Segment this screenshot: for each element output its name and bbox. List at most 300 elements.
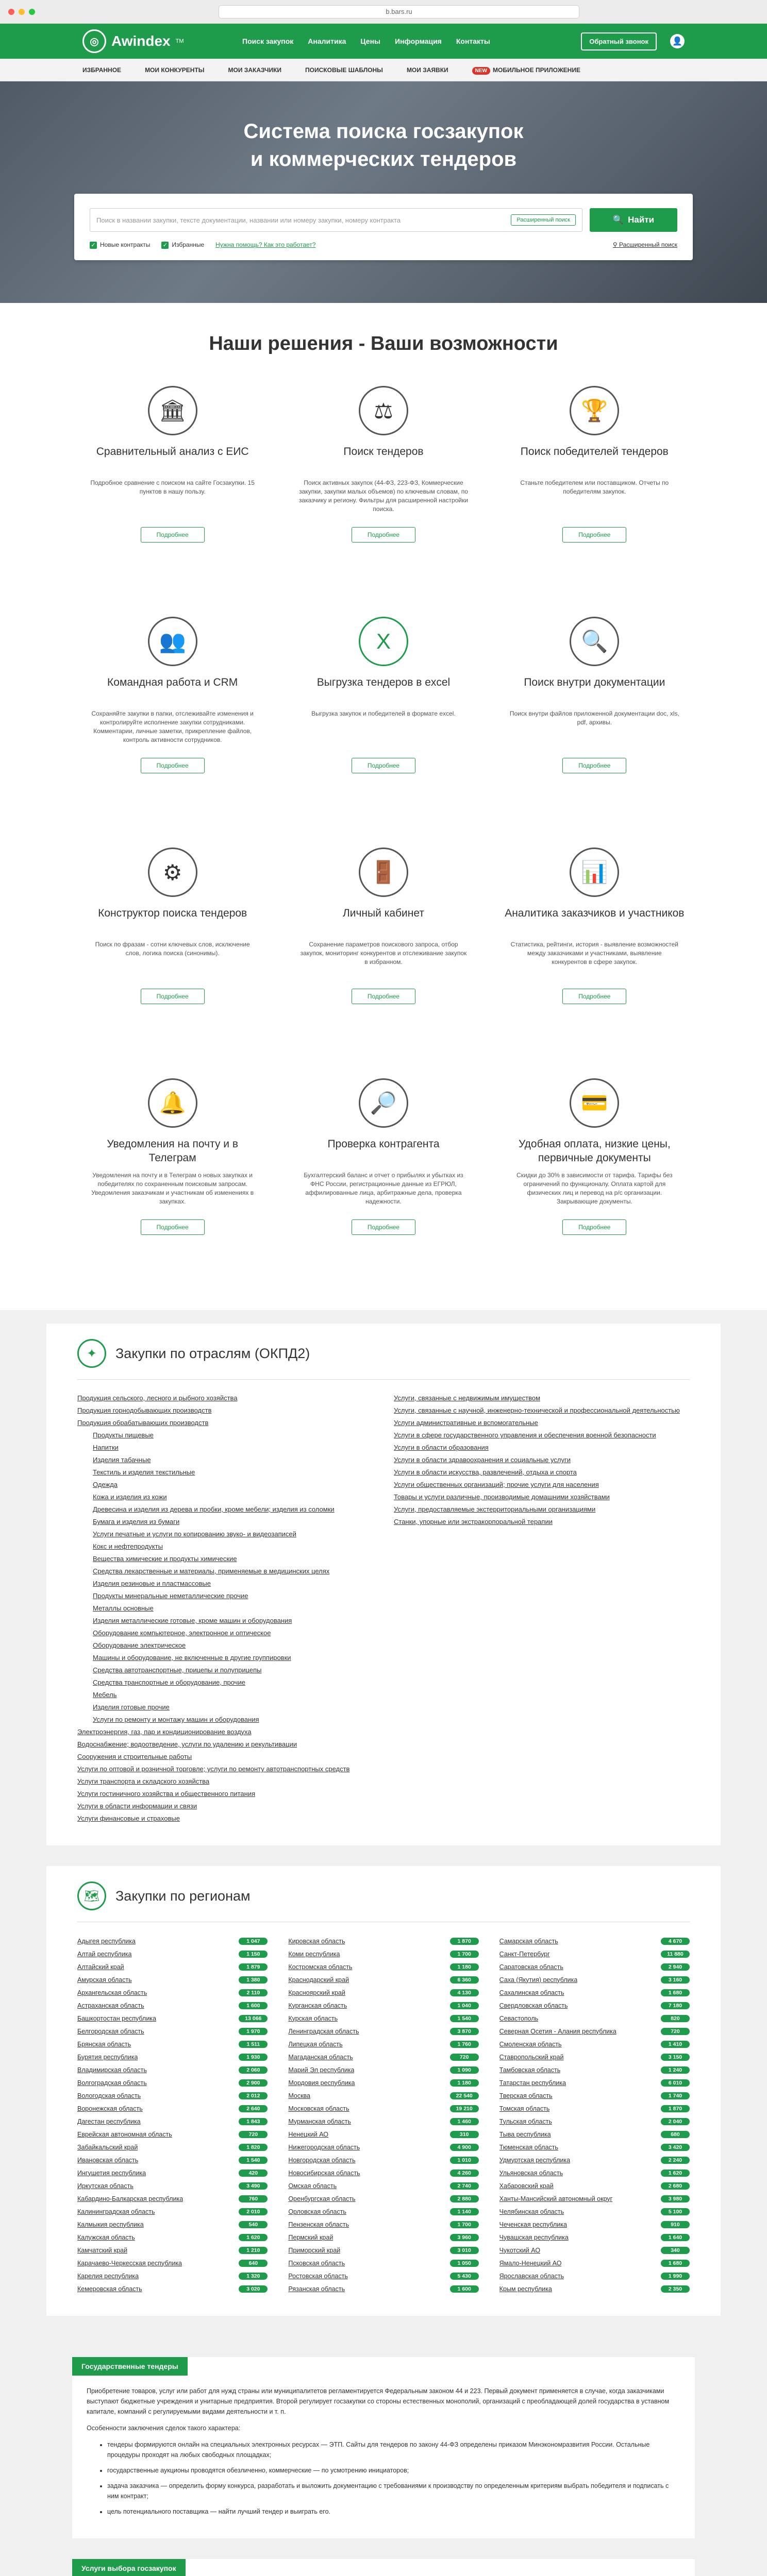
region-row — [499, 2244, 690, 2257]
solution-title: Поиск внутри документации — [524, 676, 665, 688]
region-link[interactable]: Владимирская область — [77, 2066, 147, 2074]
region-row — [499, 2089, 690, 2102]
logo[interactable] — [82, 29, 201, 53]
region-link[interactable]: Курская область — [288, 2014, 338, 2022]
region-row — [288, 2063, 478, 2076]
info-list — [107, 2439, 680, 2517]
region-row — [499, 2231, 690, 2244]
region-link[interactable]: Калмыкия республика — [77, 2221, 144, 2228]
filter-icon: ⚲ — [612, 241, 619, 249]
sub-nav — [0, 59, 767, 81]
region-link[interactable]: Алтай республика — [77, 1950, 132, 1958]
region-count-badge: 1 320 — [239, 2273, 268, 2280]
region-row — [77, 2282, 268, 2295]
solution-card — [505, 386, 685, 587]
region-link[interactable]: Вологодская область — [77, 2092, 141, 2099]
okpd-link[interactable]: Услуги печатные и услуги по копированию звуко- и видеозаписей — [93, 1530, 296, 1538]
region-row — [288, 1973, 478, 1986]
okpd-link[interactable]: Текстиль и изделия текстильные — [93, 1468, 195, 1476]
okpd-link[interactable]: Товары и услуги различные, производимые домашними хозяйствами — [394, 1493, 610, 1501]
region-link[interactable]: Северная Осетия - Алания республика — [499, 2027, 616, 2035]
region-row — [499, 2141, 690, 2154]
region-link[interactable]: Удмуртская республика — [499, 2156, 571, 2164]
region-link[interactable]: Томская область — [499, 2105, 550, 2112]
okpd-link[interactable]: Услуги в области здравоохранения и социальные услуги — [394, 1456, 571, 1464]
region-link[interactable]: Самарская область — [499, 1937, 558, 1945]
region-link[interactable]: Чукотский АО — [499, 2246, 541, 2254]
region-row — [77, 1947, 268, 1960]
region-count-badge: 2 740 — [450, 2182, 479, 2190]
okpd-link[interactable]: Изделия готовые прочие — [93, 1703, 170, 1711]
solution-description: Подробное сравнение с поиском на сайте Госзакупки. 15 пунктов в нашу пользу. — [90, 479, 255, 495]
region-count-badge: 4 130 — [450, 1989, 479, 1996]
okpd-link[interactable]: Услуги по ремонту и монтажу машин и оборудования — [93, 1716, 259, 1723]
subnav-competitors[interactable]: МОИ КОНКУРЕНТЫ — [145, 66, 205, 74]
okpd-link[interactable]: Одежда — [93, 1481, 118, 1488]
nav-search[interactable]: Поиск закупок — [242, 37, 294, 45]
region-count-badge: 2 940 — [661, 1963, 690, 1971]
region-count-badge: 2 010 — [239, 2208, 268, 2215]
region-count-badge: 3 010 — [450, 2247, 479, 2254]
regions-column-2 — [288, 1935, 478, 2295]
more-button[interactable]: Подробнее — [352, 758, 415, 773]
subnav-favorites[interactable]: ИЗБРАННОЕ — [82, 66, 122, 74]
region-row — [77, 2154, 268, 2166]
okpd-link[interactable]: Услуги, связанные с научной, инженерно-технической и профессиональной деятельностью — [394, 1406, 680, 1414]
solution-icon: 🔎 — [359, 1078, 408, 1128]
region-count-badge: 1 150 — [239, 1951, 268, 1958]
region-count-badge: 1 879 — [239, 1963, 268, 1971]
region-link[interactable]: Еврейская автономная область — [77, 2130, 172, 2138]
region-row — [499, 2038, 690, 2050]
info-block-title: Услуги выбора госзакупок — [72, 2559, 186, 2576]
region-row — [77, 1960, 268, 1973]
solution-description: Статистика, рейтинги, история - выявление возможностей между заказчиками и участниками, выявление конкурентов в сфере закупок. — [510, 941, 678, 965]
region-count-badge: 5 100 — [661, 2208, 690, 2215]
address-bar[interactable] — [219, 5, 579, 19]
region-link[interactable]: Рязанская область — [288, 2285, 345, 2293]
search-card — [74, 194, 693, 260]
region-link[interactable]: Дагестан республика — [77, 2117, 141, 2125]
region-row — [499, 2025, 690, 2038]
region-link[interactable]: Кемеровская область — [77, 2285, 142, 2293]
region-link[interactable]: Костромская область — [288, 1963, 353, 1971]
nav-info[interactable]: Информация — [395, 37, 442, 45]
region-row — [77, 1973, 268, 1986]
okpd-link[interactable]: Услуги финансовые и страховые — [77, 1815, 180, 1822]
region-link[interactable]: Псковская область — [288, 2259, 345, 2267]
region-count-badge: 1 010 — [450, 2157, 479, 2164]
region-link[interactable]: Калининградская область — [77, 2208, 155, 2215]
region-link[interactable]: Ростовская область — [288, 2272, 348, 2280]
region-count-badge: 540 — [239, 2221, 268, 2228]
okpd-link[interactable]: Услуги гостиничного хозяйства и общественного питания — [77, 1790, 256, 1798]
opt-favorites[interactable] — [161, 241, 204, 249]
region-link[interactable]: Кировская область — [288, 1937, 345, 1945]
more-button[interactable]: Подробнее — [141, 989, 205, 1004]
region-link[interactable]: Забайкальский край — [77, 2143, 138, 2151]
region-count-badge: 720 — [661, 2028, 690, 2035]
region-row — [499, 2166, 690, 2179]
region-row — [77, 2038, 268, 2050]
region-link[interactable]: Адыгея республика — [77, 1937, 136, 1945]
okpd-link[interactable]: Бумага и изделия из бумаги — [93, 1518, 180, 1526]
region-link[interactable]: Омская область — [288, 2182, 337, 2190]
region-link[interactable]: Марий Эл республика — [288, 2066, 355, 2074]
okpd-link[interactable]: Сооружения и строительные работы — [77, 1753, 192, 1760]
region-link[interactable]: Амурская область — [77, 1976, 132, 1984]
region-link[interactable]: Свердловская область — [499, 2002, 568, 2009]
okpd-link[interactable]: Кокс и нефтепродукты — [93, 1543, 163, 1550]
okpd-link[interactable]: Услуги в сфере государственного управления и обеспечения военной безопасности — [394, 1431, 656, 1439]
okpd-link[interactable]: Услуги транспорта и складского хозяйства — [77, 1777, 210, 1785]
region-link[interactable]: Оренбургская область — [288, 2195, 356, 2202]
region-link[interactable]: Крым республика — [499, 2285, 552, 2293]
okpd-link[interactable]: Изделия металлические готовые, кроме машин и оборудования — [93, 1617, 292, 1624]
maximize-window-icon[interactable] — [29, 9, 35, 15]
main-nav — [242, 34, 490, 48]
solution-description: Поиск внутри файлов приложенной документации doc, xls, pdf, архивы. — [509, 710, 679, 726]
minimize-window-icon[interactable] — [19, 9, 25, 15]
solution-card — [505, 1078, 685, 1279]
region-row — [77, 2089, 268, 2102]
subnav-bids[interactable]: МОИ ЗАЯВКИ — [406, 66, 448, 74]
solution-card — [82, 848, 262, 1048]
nav-analytics[interactable]: Аналитика — [308, 37, 346, 45]
region-link[interactable]: Мордовия республика — [288, 2079, 355, 2087]
region-row — [499, 2179, 690, 2192]
region-count-badge: 3 490 — [239, 2182, 268, 2190]
region-link[interactable]: Алтайский край — [77, 1963, 124, 1971]
okpd-link[interactable]: Напитки — [93, 1444, 119, 1451]
region-row — [288, 2115, 478, 2128]
more-button[interactable]: Подробнее — [562, 1219, 626, 1235]
region-link[interactable]: Ивановская область — [77, 2156, 139, 2164]
region-count-badge: 3 160 — [661, 1976, 690, 1984]
region-count-badge: 1 380 — [239, 1976, 268, 1984]
solution-card — [505, 848, 685, 1048]
region-link[interactable]: Волгоградская область — [77, 2079, 147, 2087]
opt-new-label: Новые контракты — [100, 241, 151, 248]
region-row — [288, 2244, 478, 2257]
solution-title: Поиск тендеров — [343, 446, 424, 457]
info-list-item: • государственные аукционы проводятся обезличенно, коммерческие — по усмотрению инициаторов; — [107, 2465, 680, 2476]
region-link[interactable]: Смоленская область — [499, 2040, 562, 2048]
region-row — [499, 2050, 690, 2063]
region-link[interactable]: Тверская область — [499, 2092, 553, 2099]
region-row — [77, 2012, 268, 2025]
region-link[interactable]: Пензенская область — [288, 2221, 349, 2228]
region-link[interactable]: Калужская область — [77, 2233, 135, 2241]
okpd-link[interactable]: Продукция обрабатывающих производств — [77, 1419, 209, 1427]
solution-icon: 🔔 — [148, 1078, 197, 1128]
search-input[interactable] — [90, 208, 582, 232]
okpd-link[interactable]: Средства транспортные и оборудование, прочие — [93, 1679, 245, 1686]
region-link[interactable]: Татарстан республика — [499, 2079, 566, 2087]
region-link[interactable]: Тюменская область — [499, 2143, 558, 2151]
regions-section — [0, 1866, 767, 2336]
region-link[interactable]: Астраханская область — [77, 2002, 144, 2009]
region-count-badge: 1 460 — [450, 2118, 479, 2125]
region-link[interactable]: Иркутская область — [77, 2182, 134, 2190]
region-link[interactable]: Магаданская область — [288, 2053, 353, 2061]
region-link[interactable]: Карелия республика — [77, 2272, 139, 2280]
okpd-link[interactable]: Услуги, предоставляемые экстерриториальными организациями — [394, 1505, 596, 1513]
region-row — [77, 2050, 268, 2063]
region-row — [288, 2102, 478, 2115]
subnav-templates[interactable]: ПОИСКОВЫЕ ШАБЛОНЫ — [305, 66, 383, 74]
region-link[interactable]: Тамбовская область — [499, 2066, 561, 2074]
region-count-badge: 2 880 — [450, 2195, 479, 2202]
more-button[interactable]: Подробнее — [141, 758, 205, 773]
okpd-link[interactable]: Электроэнергия, газ, пар и кондиционирование воздуха — [77, 1728, 252, 1736]
nav-contacts[interactable]: Контакты — [456, 37, 490, 45]
more-button[interactable]: Подробнее — [562, 527, 626, 543]
okpd-link[interactable]: Продукты пищевые — [93, 1431, 154, 1439]
solution-title: Конструктор поиска тендеров — [98, 907, 247, 919]
region-link[interactable]: Карачаево-Черкесская республика — [77, 2259, 182, 2267]
region-link[interactable]: Курганская область — [288, 2002, 347, 2009]
region-count-badge: 6 010 — [661, 2079, 690, 2087]
okpd-link[interactable]: Кожа и изделия из кожи — [93, 1493, 167, 1501]
region-link[interactable]: Орловская область — [288, 2208, 346, 2215]
region-count-badge: 2 900 — [239, 2079, 268, 2087]
region-count-badge: 1 620 — [661, 2170, 690, 2177]
region-row — [499, 1973, 690, 1986]
region-row — [499, 1986, 690, 1999]
okpd-link[interactable]: Услуги, связанные с недвижимым имуществом — [394, 1394, 541, 1402]
okpd-link[interactable]: Машины и оборудование, не включенные в другие группировки — [93, 1654, 291, 1662]
solution-icon: 🔍 — [570, 617, 619, 666]
region-link[interactable]: Новгородская область — [288, 2156, 356, 2164]
region-link[interactable]: Ненецкий АО — [288, 2130, 329, 2138]
more-button[interactable]: Подробнее — [562, 758, 626, 773]
more-button[interactable]: Подробнее — [352, 527, 415, 543]
region-link[interactable]: Чувашская республика — [499, 2233, 569, 2241]
subnav-mobile-app[interactable] — [472, 66, 580, 74]
okpd-link[interactable]: Услуги по оптовой и розничной торговле; услуги по ремонту автотранспортных средств — [77, 1765, 350, 1773]
logo-text: Awindex — [111, 33, 171, 49]
okpd-link[interactable]: Услуги общественных организаций; прочие услуги для населения — [394, 1481, 599, 1488]
region-link[interactable]: Хабаровский край — [499, 2182, 554, 2190]
region-link[interactable]: Чеченская республика — [499, 2221, 567, 2228]
region-count-badge: 1 210 — [239, 2247, 268, 2254]
okpd-link[interactable]: Вещества химические и продукты химические — [93, 1555, 237, 1563]
okpd-link[interactable]: Продукция сельского, лесного и рыбного хозяйства — [77, 1394, 238, 1402]
region-link[interactable]: Красноярский край — [288, 1989, 345, 1996]
region-link[interactable]: Московская область — [288, 2105, 349, 2112]
more-button[interactable]: Подробнее — [352, 989, 415, 1004]
region-row — [288, 2218, 478, 2231]
region-count-badge: 1 870 — [661, 2105, 690, 2112]
opt-new-contracts[interactable] — [90, 241, 150, 249]
more-button[interactable]: Подробнее — [562, 989, 626, 1004]
hero-title-line1: Система поиска госзакупок — [243, 120, 524, 143]
solution-icon: ⚙ — [148, 848, 197, 897]
emblem-icon: ✦ — [77, 1339, 106, 1368]
region-count-badge: 1 640 — [661, 2234, 690, 2241]
region-count-badge: 1 090 — [450, 2066, 479, 2074]
find-label: Найти — [628, 215, 655, 225]
region-row — [499, 2269, 690, 2282]
nav-prices[interactable]: Цены — [360, 37, 380, 45]
region-link[interactable]: Камчатский край — [77, 2246, 128, 2254]
region-row — [77, 1986, 268, 1999]
region-row — [288, 2050, 478, 2063]
callback-button[interactable]: Обратный звонок — [581, 32, 657, 50]
close-window-icon[interactable] — [8, 9, 14, 15]
region-link[interactable]: Архангельская область — [77, 1989, 147, 1996]
region-row — [288, 2076, 478, 2089]
region-link[interactable]: Санкт-Петербург — [499, 1950, 550, 1958]
more-button[interactable]: Подробнее — [141, 527, 205, 543]
region-count-badge: 1 680 — [661, 1989, 690, 1996]
region-link[interactable]: Белгородская область — [77, 2027, 144, 2035]
region-count-badge: 1 700 — [450, 2221, 479, 2228]
region-link[interactable]: Ленинградская область — [288, 2027, 359, 2035]
solution-icon: 🏛 — [148, 386, 197, 435]
region-count-badge: 1 180 — [450, 1963, 479, 1971]
region-link[interactable]: Липецкая область — [288, 2040, 343, 2048]
region-link[interactable]: Ярославская область — [499, 2272, 564, 2280]
okpd-link[interactable]: Услуги в области искусства, развлечений, отдыха и спорта — [394, 1468, 577, 1476]
region-count-badge: 1 680 — [661, 2260, 690, 2267]
solution-title: Выгрузка тендеров в excel — [316, 676, 451, 688]
solutions-section — [0, 303, 767, 1310]
region-link[interactable]: Челябинская область — [499, 2208, 564, 2215]
solution-icon: ⚖ — [359, 386, 408, 435]
region-link[interactable]: Новосибирская область — [288, 2169, 360, 2177]
site-header — [0, 24, 767, 59]
okpd-link[interactable]: Металлы основные — [93, 1604, 154, 1612]
region-link[interactable]: Саха (Якутия) республика — [499, 1976, 578, 1984]
user-icon[interactable]: 👤 — [670, 34, 685, 48]
okpd-link[interactable]: Мебель — [93, 1691, 117, 1699]
region-link[interactable]: Саратовская область — [499, 1963, 563, 1971]
region-link[interactable]: Пермский край — [288, 2233, 334, 2241]
solutions-grid — [82, 386, 685, 1279]
okpd-link[interactable]: Водоснабжение; водоотведение, услуги по удалению и рекультивации — [77, 1740, 297, 1748]
okpd-link[interactable]: Изделия табачные — [93, 1456, 151, 1464]
extended-search-button[interactable]: Расширенный поиск — [511, 214, 576, 226]
extended-search-link[interactable] — [613, 241, 677, 248]
url-text: b.bars.ru — [386, 8, 412, 15]
solution-card — [293, 386, 473, 587]
region-link[interactable]: Краснодарский край — [288, 1976, 349, 1984]
region-link[interactable]: Башкортостан республика — [77, 2014, 157, 2022]
region-link[interactable]: Нижегородская область — [288, 2143, 360, 2151]
checkbox-icon: ✓ — [161, 242, 169, 249]
solution-icon: 💳 — [570, 1078, 619, 1128]
region-row — [77, 2179, 268, 2192]
hero-title-line2: и коммерческих тендеров — [250, 148, 517, 171]
region-link[interactable]: Ингушетия республика — [77, 2169, 146, 2177]
region-row — [77, 2244, 268, 2257]
region-link[interactable]: Бурятия республика — [77, 2053, 138, 2061]
region-count-badge: 3 420 — [661, 2144, 690, 2151]
region-count-badge: 1 511 — [239, 2041, 268, 2048]
region-link[interactable]: Кабардино-Балкарская республика — [77, 2195, 184, 2202]
region-link[interactable]: Севастополь — [499, 2014, 539, 2022]
solution-card — [82, 617, 262, 818]
region-link[interactable]: Тыва республика — [499, 2130, 551, 2138]
solution-description: Поиск по фразам - сотни ключевых слов, исключение слов, логика поиска (синонимы). — [95, 941, 250, 957]
region-link[interactable]: Воронежская область — [77, 2105, 143, 2112]
subnav-customers[interactable]: МОИ ЗАКАЗЧИКИ — [228, 66, 282, 74]
region-link[interactable]: Ханты-Мансийский автономный округ — [499, 2195, 613, 2202]
region-link[interactable]: Коми республика — [288, 1950, 340, 1958]
region-row — [288, 2025, 478, 2038]
region-count-badge: 22 540 — [450, 2092, 479, 2099]
more-button[interactable]: Подробнее — [352, 1219, 415, 1235]
region-row — [77, 2231, 268, 2244]
solution-card — [293, 617, 473, 818]
okpd-link[interactable]: Оборудование электрическое — [93, 1641, 186, 1649]
browser-toolbar — [0, 0, 767, 24]
region-link[interactable]: Москва — [288, 2092, 311, 2099]
region-count-badge: 1 047 — [239, 1938, 268, 1945]
okpd-link[interactable]: Древесина и изделия из дерева и пробки, кроме мебели; изделия из соломки — [93, 1505, 335, 1513]
solution-icon: 🚪 — [359, 848, 408, 897]
okpd-link[interactable]: Продукты минеральные неметаллические прочие — [93, 1592, 248, 1600]
solution-icon: 👥 — [148, 617, 197, 666]
okpd-link[interactable]: Услуги в области информации и связи — [77, 1802, 197, 1810]
region-link[interactable]: Ставропольский край — [499, 2053, 564, 2061]
okpd-link[interactable]: Услуги административные и вспомогательные — [394, 1419, 538, 1427]
region-row — [288, 2038, 478, 2050]
region-row — [499, 2205, 690, 2218]
region-count-badge: 4 670 — [661, 1938, 690, 1945]
okpd-link[interactable]: Продукция горнодобывающих производств — [77, 1406, 212, 1414]
solution-card — [293, 1078, 473, 1279]
search-icon: 🔍 — [612, 215, 624, 225]
region-link[interactable]: Ямало-Ненецкий АО — [499, 2259, 562, 2267]
region-row — [77, 1999, 268, 2012]
solution-title: Удобная оплата, низкие цены, первичные документы — [518, 1138, 671, 1164]
solution-card — [505, 617, 685, 818]
okpd-link[interactable]: Средства лекарственные и материалы, применяемые в медицинских целях — [93, 1567, 330, 1575]
okpd-link[interactable]: Услуги в области образования — [394, 1444, 489, 1451]
region-count-badge: 3 870 — [450, 2028, 479, 2035]
okpd-section — [0, 1310, 767, 1866]
region-link[interactable]: Брянская область — [77, 2040, 131, 2048]
okpd-link[interactable]: Изделия резиновые и пластмассовые — [93, 1580, 211, 1587]
region-link[interactable]: Ульяновская область — [499, 2169, 563, 2177]
region-row — [77, 2141, 268, 2154]
okpd-link[interactable]: Станки, упорные или экстракорпоральной терапии — [394, 1518, 553, 1526]
okpd-title: Закупки по отраслям (ОКПД2) — [115, 1345, 310, 1361]
help-link[interactable]: Нужна помощь? Как это работает? — [215, 241, 316, 249]
find-button[interactable] — [590, 208, 677, 232]
region-link[interactable]: Приморский край — [288, 2246, 341, 2254]
solution-title: Сравнительный анализ с ЕИС — [96, 446, 249, 457]
info-list-item: • цель потенциального поставщика — найти лучший тендер и выиграть его. — [107, 2506, 680, 2517]
more-button[interactable]: Подробнее — [141, 1219, 205, 1235]
region-row — [499, 2076, 690, 2089]
region-link[interactable]: Мурманская область — [288, 2117, 351, 2125]
okpd-link[interactable]: Средства автотранспортные, прицепы и полуприцепы — [93, 1666, 262, 1674]
search-placeholder: Поиск в названии закупки, тексте документации, названии или номеру закупки, номеру контракта — [96, 216, 401, 224]
region-link[interactable]: Тульская область — [499, 2117, 552, 2125]
solution-title: Поиск победителей тендеров — [520, 446, 669, 457]
region-row — [288, 1947, 478, 1960]
region-row — [288, 2269, 478, 2282]
okpd-link[interactable]: Оборудование компьютерное, электронное и оптическое — [93, 1629, 271, 1637]
region-row — [499, 2102, 690, 2115]
ext-link-label: Расширенный поиск — [619, 241, 677, 249]
solution-title: Аналитика заказчиков и участников — [505, 907, 685, 919]
region-link[interactable]: Сахалинская область — [499, 1989, 564, 1996]
